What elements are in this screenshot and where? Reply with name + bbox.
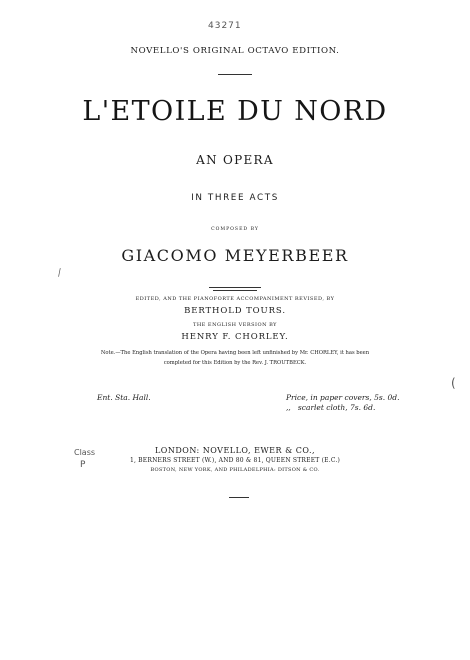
translator-name: HENRY F. CHORLEY. [181,332,289,342]
divider-short-1 [218,74,252,75]
shelfmark: 43271 [208,21,242,31]
price-cloth: ,, scarlet cloth, 7s. 6d. [286,403,376,412]
entered-at-stationers-hall: Ent. Sta. Hall. [97,393,151,402]
margin-mark-right: ( [451,376,456,390]
divider-bottom [229,497,249,498]
publisher-address: 1, BERNERS STREET (W.), AND 80 & 81, QUEEN STREET (E.C.) [129,457,341,464]
series-title: NOVELLO'S ORIGINAL OCTAVO EDITION. [130,46,340,56]
margin-scribble: P [80,460,86,470]
publisher-branches: BOSTON, NEW YORK, AND PHILADELPHIA: DITSON & CO. [150,467,320,473]
divider-double-bottom [213,290,257,291]
margin-mark-left: ⁄ [57,268,63,279]
english-version-line: THE ENGLISH VERSION BY [192,322,277,328]
editor-name: BERTHOLD TOURS. [184,306,286,316]
note-line-1: Note.—The English translation of the Opera having been left unfinished by Mr. CHORLEY, it has been [100,350,370,356]
opera-title: L'ETOILE DU NORD [82,96,388,127]
opera-subtitle: AN OPERA [196,153,274,167]
note-line-2: completed for this Edition by the Rev. J. TROUTBECK. [163,360,307,366]
acts-line: IN THREE ACTS [191,193,279,203]
divider-double-top [209,287,261,288]
composer-name: GIACOMO MEYERBEER [121,246,349,265]
editor-credit-line: EDITED, AND THE PIANOFORTE ACCOMPANIMENT REVISED, BY [135,296,335,302]
publisher-line: LONDON: NOVELLO, EWER & CO., [154,446,316,455]
composed-by-label: COMPOSED BY [211,227,259,232]
margin-class-note: Class [74,448,96,457]
price-paper: Price, in paper covers, 5s. 0d. [286,393,400,402]
